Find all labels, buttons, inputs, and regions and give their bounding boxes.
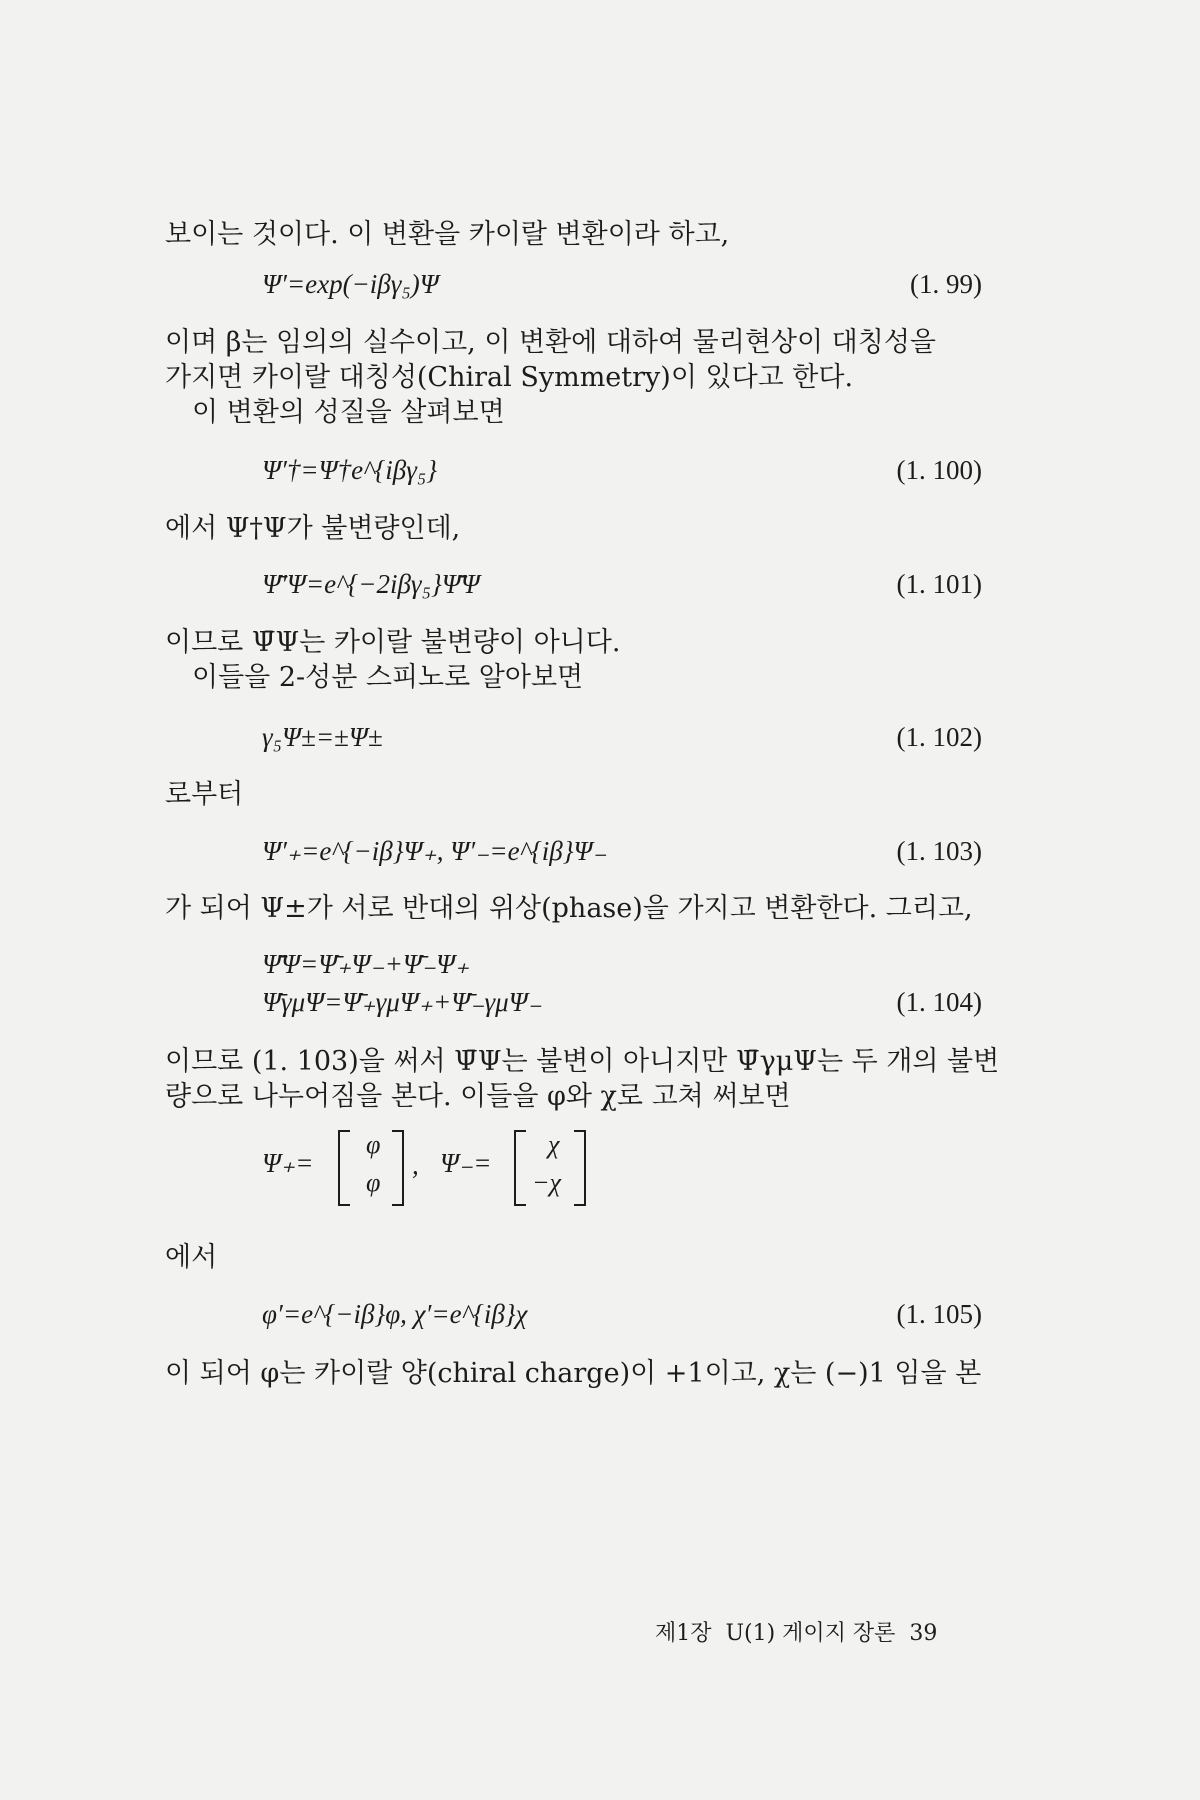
equation-expression: γ₅Ψ±=±Ψ± bbox=[262, 722, 383, 752]
equation-number: (1. 99) bbox=[910, 269, 982, 299]
equation-number: (1. 102) bbox=[896, 722, 982, 752]
equation-expression: Ψ̄γμΨ=Ψ̄₊γμΨ₊+Ψ̄₋γμΨ₋ bbox=[262, 987, 542, 1017]
equation-number: (1. 101) bbox=[896, 569, 982, 599]
equation-number: (1. 105) bbox=[896, 1299, 982, 1329]
matrix-cell: φ bbox=[366, 1130, 381, 1159]
equation-expression: Ψ̄Ψ=Ψ̄₊Ψ₋+Ψ̄₋Ψ₊ bbox=[262, 949, 470, 979]
paragraph-line: 에서 Ψ†Ψ가 불변량인데, bbox=[165, 513, 461, 544]
matrix-separator: , bbox=[412, 1150, 419, 1180]
matrix-lhs-plus: Ψ₊= bbox=[262, 1148, 314, 1178]
paragraph-line: 로부터 bbox=[165, 779, 244, 810]
paragraph-line: 이므로 (1. 103)을 써서 Ψ̄Ψ는 불변이 아니지만 Ψ̄γμΨ는 두 개의 불변 bbox=[165, 1046, 1000, 1077]
paragraph-line: 가 되어 Ψ±가 서로 반대의 위상(phase)을 가지고 변환한다. 그리고, bbox=[165, 893, 973, 924]
equation-number: (1. 104) bbox=[896, 987, 982, 1017]
equation-number: (1. 100) bbox=[896, 455, 982, 485]
matrix-lhs-minus: Ψ₋= bbox=[440, 1148, 492, 1178]
equation-number: (1. 103) bbox=[896, 836, 982, 866]
paragraph-line: 에서 bbox=[165, 1242, 218, 1273]
paragraph-line: 이며 β는 임의의 실수이고, 이 변환에 대하여 물리현상이 대칭성을 bbox=[165, 327, 936, 358]
paragraph-line: 보이는 것이다. 이 변환을 카이랄 변환이라 하고, bbox=[165, 219, 730, 250]
equation-expression: Ψ′=exp(−iβγ₅)Ψ bbox=[262, 269, 439, 299]
matrix-cell: −χ bbox=[532, 1168, 561, 1197]
equation-expression: Ψ′₊=e^{−iβ}Ψ₊, Ψ′₋=e^{iβ}Ψ₋ bbox=[262, 836, 607, 866]
paragraph-line: 이들을 2-성분 스피노로 알아보면 bbox=[192, 662, 584, 693]
equation-expression: Ψ′†=Ψ†e^{iβγ₅} bbox=[262, 455, 438, 485]
paragraph-line: 가지면 카이랄 대칭성(Chiral Symmetry)이 있다고 한다. bbox=[165, 362, 854, 393]
equation-expression: φ′=e^{−iβ}φ, χ′=e^{iβ}χ bbox=[262, 1299, 528, 1329]
page-footer: 제1장 U(1) 게이지 장론 39 bbox=[655, 1621, 938, 1646]
paragraph-line: 이 되어 φ는 카이랄 양(chiral charge)이 +1이고, χ는 (−)1 임을 본 bbox=[165, 1358, 982, 1389]
paragraph-line: 이므로 Ψ̄Ψ는 카이랄 불변량이 아니다. bbox=[165, 627, 621, 658]
matrix-cell: χ bbox=[548, 1130, 560, 1159]
equation-expression: Ψ̄′Ψ=e^{−2iβγ₅}Ψ̄Ψ bbox=[262, 569, 480, 599]
paragraph-line: 량으로 나누어짐을 본다. 이들을 φ와 χ로 고쳐 써보면 bbox=[165, 1081, 791, 1112]
matrix-cell: φ bbox=[366, 1168, 381, 1197]
left-bracket bbox=[514, 1130, 526, 1206]
paragraph-line: 이 변환의 성질을 살펴보면 bbox=[192, 397, 505, 428]
left-bracket bbox=[338, 1130, 350, 1206]
right-bracket bbox=[574, 1130, 586, 1206]
right-bracket bbox=[392, 1130, 404, 1206]
